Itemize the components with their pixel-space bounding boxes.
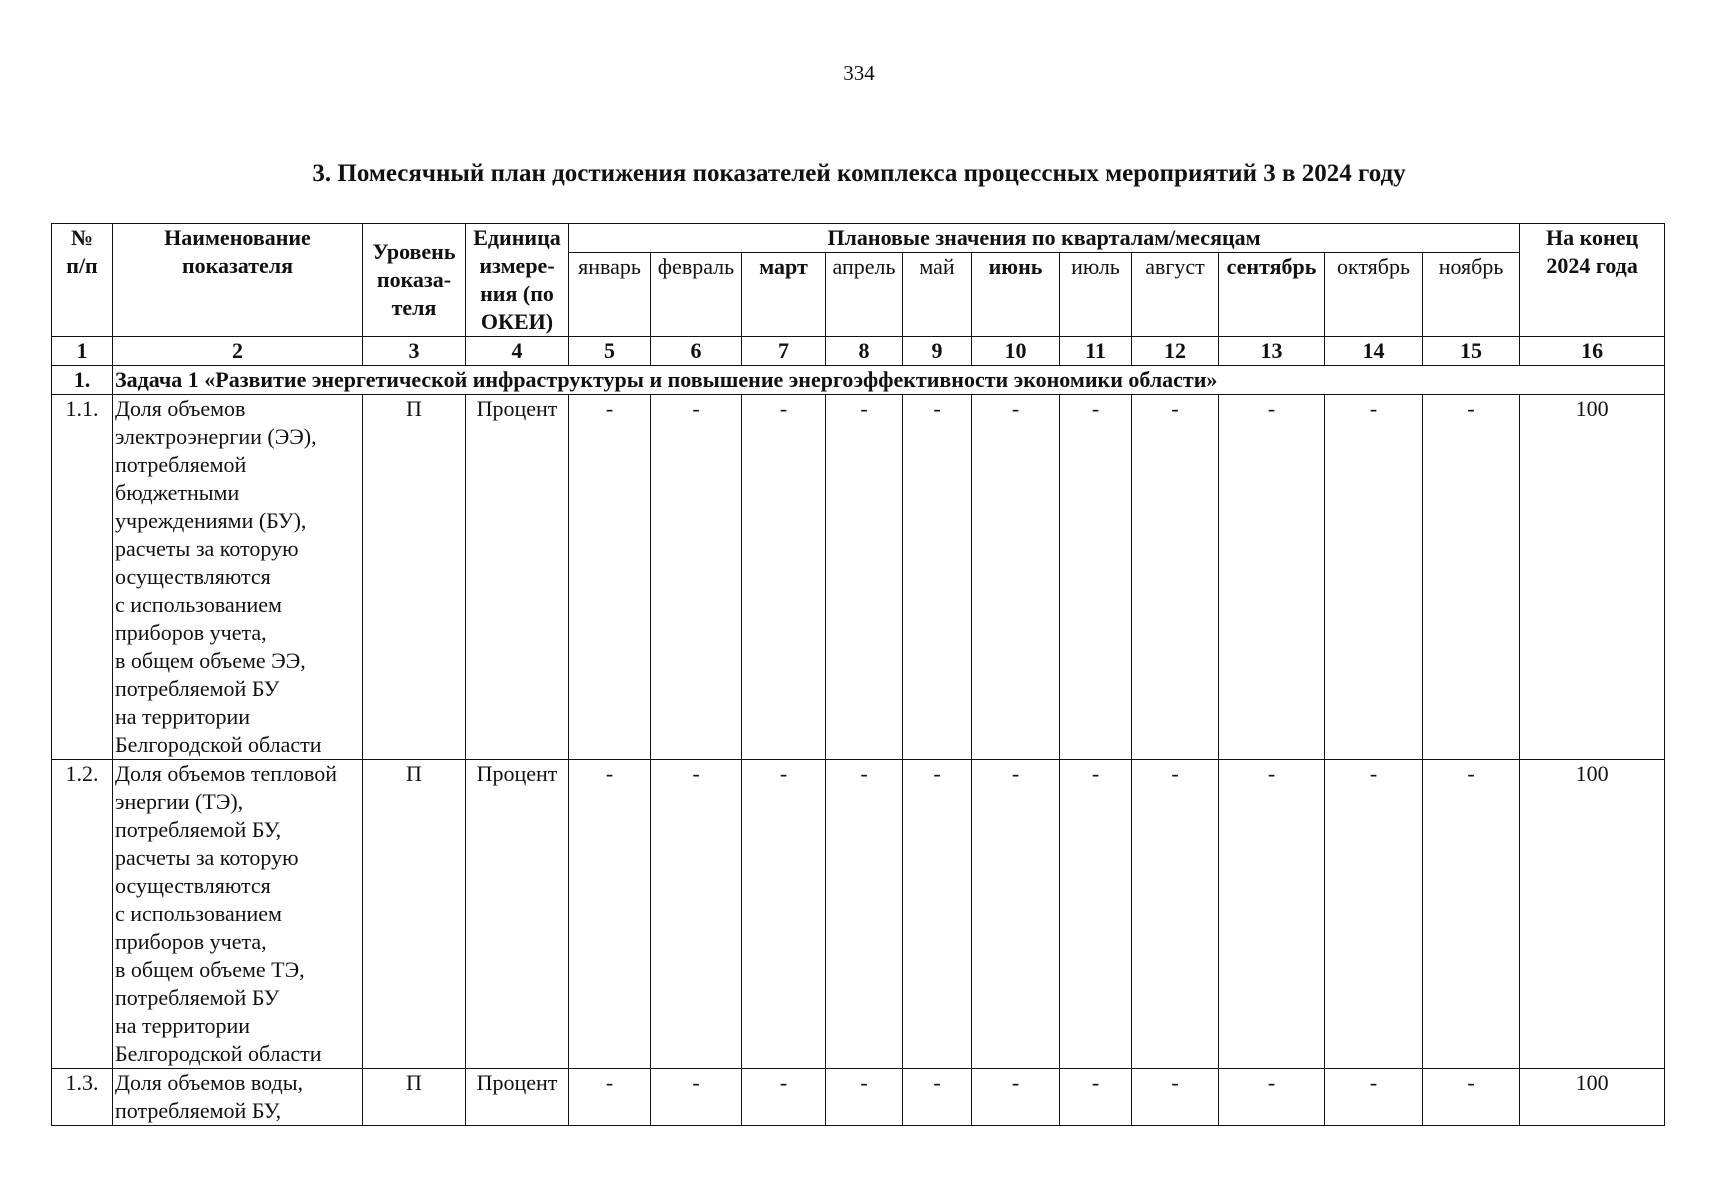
month-value: - xyxy=(1219,760,1325,1069)
indicator-name: Доля объемов тепловой энергии (ТЭ), потребляемой БУ, расчеты за которую осуществляются с использованием приборов учета, в общем объеме ТЭ, потребляемой БУ на территории Белгородской области xyxy=(113,760,363,1069)
indicator-unit: Процент xyxy=(466,760,569,1069)
column-number: 16 xyxy=(1520,337,1665,366)
task-title: Задача 1 «Развитие энергетической инфраструктуры и повышение энергоэффективности экономики области» xyxy=(113,366,1665,395)
indicator-level: П xyxy=(363,1069,466,1126)
column-number: 13 xyxy=(1219,337,1325,366)
indicator-name: Доля объемов электроэнергии (ЭЭ), потребляемой бюджетными учреждениями (БУ), расчеты за которую осуществляются с использованием приборов учета, в общем объеме ЭЭ, потребляемой БУ на территории Белгородской области xyxy=(113,395,363,760)
column-number: 3 xyxy=(363,337,466,366)
month-value: - xyxy=(742,1069,826,1126)
header-level: Уровень показа- теля xyxy=(363,224,466,337)
month-value: - xyxy=(569,1069,651,1126)
indicator-level: П xyxy=(363,760,466,1069)
month-value: - xyxy=(742,395,826,760)
header-month-april: апрель xyxy=(826,253,903,337)
task-row xyxy=(52,366,1665,395)
month-value: - xyxy=(1325,1069,1423,1126)
table-row xyxy=(52,395,1665,760)
month-value: - xyxy=(1423,395,1520,760)
header-month-may: май xyxy=(903,253,972,337)
column-number: 8 xyxy=(826,337,903,366)
plan-table xyxy=(51,223,1665,1126)
month-value: - xyxy=(1132,760,1219,1069)
row-number: 1.1. xyxy=(52,395,113,760)
month-value: - xyxy=(826,395,903,760)
header-month-june: июнь xyxy=(972,253,1060,337)
month-value: - xyxy=(651,760,742,1069)
month-value: - xyxy=(1060,1069,1132,1126)
indicator-name: Доля объемов воды, потребляемой БУ, xyxy=(113,1069,363,1126)
column-number: 1 xyxy=(52,337,113,366)
table-row xyxy=(52,760,1665,1069)
indicator-level: П xyxy=(363,395,466,760)
month-value: - xyxy=(1060,760,1132,1069)
month-value: - xyxy=(1423,1069,1520,1126)
header-num: № п/п xyxy=(52,224,113,337)
column-number: 10 xyxy=(972,337,1060,366)
month-value: - xyxy=(569,760,651,1069)
month-value: - xyxy=(1060,395,1132,760)
column-number: 5 xyxy=(569,337,651,366)
column-number: 15 xyxy=(1423,337,1520,366)
indicator-unit: Процент xyxy=(466,1069,569,1126)
column-number: 2 xyxy=(113,337,363,366)
month-value: - xyxy=(972,1069,1060,1126)
column-number: 6 xyxy=(651,337,742,366)
header-name: Наименование показателя xyxy=(113,224,363,337)
header-month-january: январь xyxy=(569,253,651,337)
header-month-september: сентябрь xyxy=(1219,253,1325,337)
column-number: 12 xyxy=(1132,337,1219,366)
table-row xyxy=(52,1069,1665,1126)
page-number: 334 xyxy=(843,61,875,85)
month-value: - xyxy=(651,395,742,760)
column-number-row xyxy=(52,337,1665,366)
document-title: 3. Помесячный план достижения показателей комплекса процессных мероприятий 3 в 2024 году xyxy=(312,160,1406,187)
column-number: 14 xyxy=(1325,337,1423,366)
month-value: - xyxy=(1219,395,1325,760)
month-value: - xyxy=(742,760,826,1069)
month-value: - xyxy=(826,1069,903,1126)
month-value: - xyxy=(972,760,1060,1069)
month-value: - xyxy=(1423,760,1520,1069)
month-value: - xyxy=(903,760,972,1069)
header-month-november: ноябрь xyxy=(1423,253,1520,337)
column-number: 4 xyxy=(466,337,569,366)
end-of-year-value: 100 xyxy=(1520,395,1665,760)
header-unit: Единица измере- ния (по ОКЕИ) xyxy=(466,224,569,337)
column-number: 9 xyxy=(903,337,972,366)
header-month-march: март xyxy=(742,253,826,337)
header-month-august: август xyxy=(1132,253,1219,337)
month-value: - xyxy=(903,395,972,760)
header-month-february: февраль xyxy=(651,253,742,337)
month-value: - xyxy=(903,1069,972,1126)
month-value: - xyxy=(1325,760,1423,1069)
month-value: - xyxy=(1325,395,1423,760)
end-of-year-value: 100 xyxy=(1520,760,1665,1069)
month-value: - xyxy=(651,1069,742,1126)
header-plan-group: Плановые значения по кварталам/месяцам xyxy=(569,224,1520,253)
month-value: - xyxy=(569,395,651,760)
month-value: - xyxy=(1132,1069,1219,1126)
month-value: - xyxy=(1132,395,1219,760)
task-number: 1. xyxy=(52,366,113,395)
indicator-unit: Процент xyxy=(466,395,569,760)
end-of-year-value: 100 xyxy=(1520,1069,1665,1126)
header-month-july: июль xyxy=(1060,253,1132,337)
column-number: 11 xyxy=(1060,337,1132,366)
row-number: 1.3. xyxy=(52,1069,113,1126)
month-value: - xyxy=(1219,1069,1325,1126)
column-number: 7 xyxy=(742,337,826,366)
month-value: - xyxy=(972,395,1060,760)
row-number: 1.2. xyxy=(52,760,113,1069)
header-end-of-year: На конец 2024 года xyxy=(1520,224,1665,337)
month-value: - xyxy=(826,760,903,1069)
header-month-october: октябрь xyxy=(1325,253,1423,337)
